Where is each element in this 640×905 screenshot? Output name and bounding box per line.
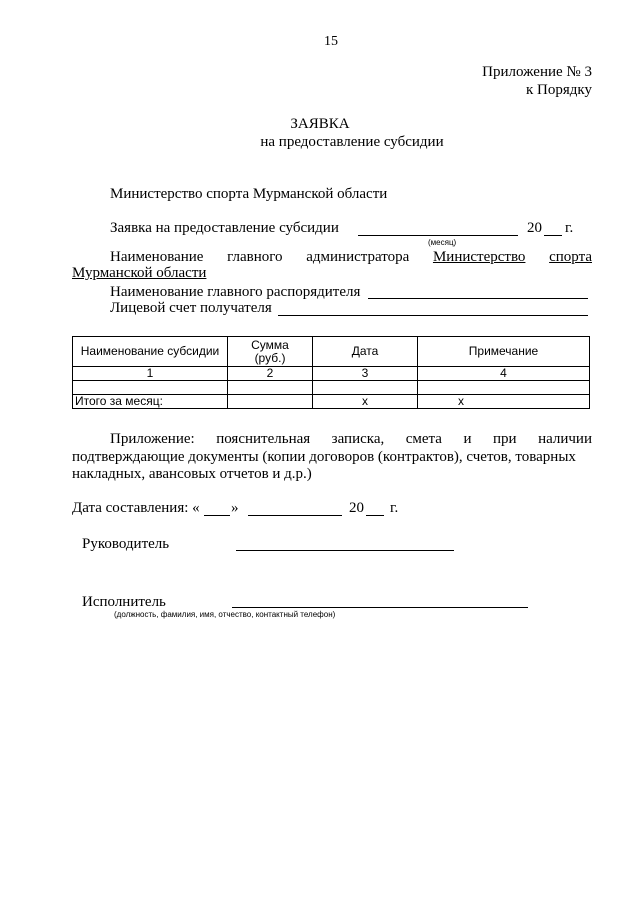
distributor-blank[interactable] [368,298,588,299]
header-sum: Сумма (руб.) [228,337,313,367]
appendix-line2: к Порядку [526,82,592,98]
admin-word-5: спорта [549,249,592,265]
date-year-blank[interactable] [366,515,384,516]
number-cell: 1 [73,367,228,381]
admin-line2: Мурманской области [72,265,207,281]
document-title: ЗАЯВКА [290,116,350,132]
attachment-word: Приложение: [110,431,195,447]
attachment-line1 [110,431,592,448]
header-date: Дата [313,337,418,367]
head-label: Руководитель [82,536,170,552]
table-row [73,381,590,395]
table-header-row [73,337,590,367]
header-subsidy-name: Наименование субсидии [73,337,228,367]
account-blank[interactable] [278,315,588,316]
executor-label: Исполнитель [82,594,166,610]
total-sum[interactable] [228,395,313,409]
admin-word-1: Наименование [110,249,204,265]
executor-blank[interactable] [232,607,528,608]
date-close-quote: » [231,500,239,516]
attachment-word: записка, [331,431,385,447]
executor-caption: (должность, фамилия, имя, отчество, контактный телефон) [114,610,336,619]
number-cell: 4 [418,367,590,381]
date-year-suffix: г. [390,500,399,516]
total-label: Итого за месяц: [73,395,228,409]
date-label: Дата составления: « [72,500,200,516]
attachment-word: при [493,431,517,447]
number-cell: 2 [228,367,313,381]
attachment-line3: накладных, авансовых отчетов и д.р.) [72,466,312,482]
request-year-prefix: 20 [527,220,542,236]
table-cell[interactable] [313,381,418,395]
total-date: х [313,395,418,409]
month-blank[interactable] [358,235,518,236]
date-month-blank[interactable] [248,515,342,516]
account-label: Лицевой счет получателя [110,300,272,316]
table-cell[interactable] [418,381,590,395]
attachment-word: наличии [538,431,592,447]
day-blank[interactable] [204,515,230,516]
subsidy-table [72,336,590,409]
attachment-word: смета [405,431,442,447]
table-number-row [73,367,590,381]
date-year-prefix: 20 [349,500,364,516]
document-subtitle: на предоставление субсидии [260,134,444,150]
admin-word-4: Министерство [432,249,526,265]
admin-word-3: администратора [306,249,410,265]
total-note: х [418,395,590,409]
table-cell[interactable] [228,381,313,395]
request-year-suffix: г. [565,220,574,236]
attachment-word: и [463,431,472,447]
header-note: Примечание [418,337,590,367]
appendix-reference [482,64,592,99]
admin-word-2: главного [227,249,283,265]
ministry-name: Министерство спорта Мурманской области [110,186,388,202]
attachment-line2: подтверждающие документы (копии договоров (контрактов), счетов, товарных [72,449,576,465]
appendix-line1: Приложение № 3 [482,64,592,80]
head-signature-blank[interactable] [236,550,454,551]
page-number: 15 [324,34,338,49]
request-label: Заявка на предоставление субсидии [110,220,339,236]
number-cell: 3 [313,367,418,381]
attachment-word: пояснительная [216,431,311,447]
table-total-row [73,395,590,409]
request-year-blank[interactable] [544,235,562,236]
distributor-label: Наименование главного распорядителя [110,284,361,300]
month-caption: (месяц) [428,238,457,247]
admin-line [110,249,592,266]
table-cell[interactable] [73,381,228,395]
